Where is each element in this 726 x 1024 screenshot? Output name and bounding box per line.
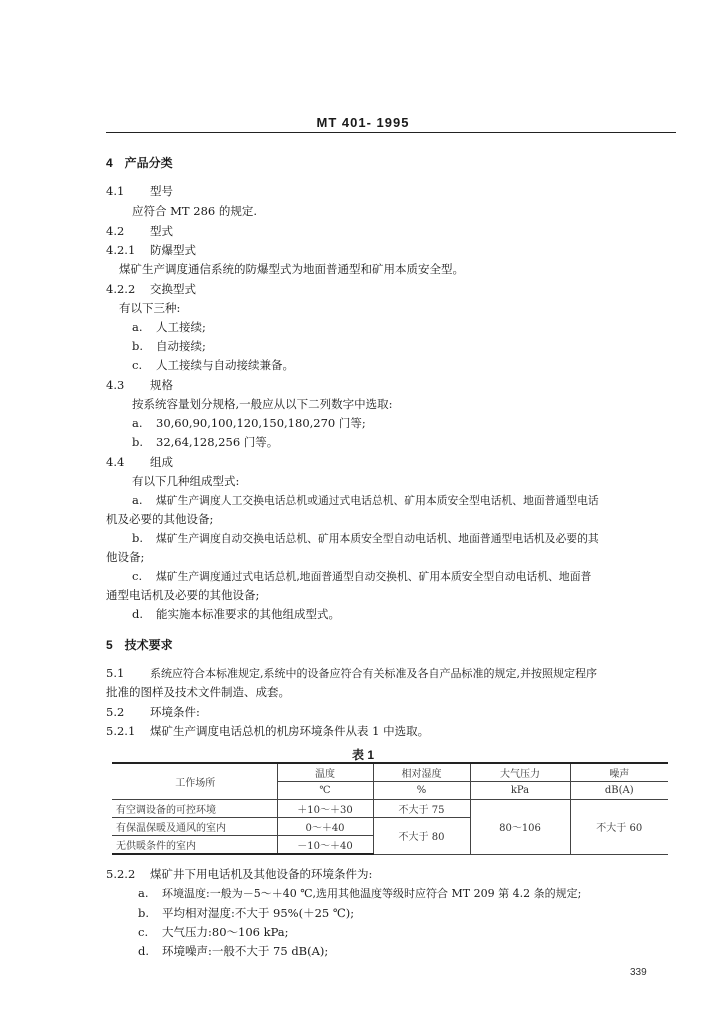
clause-title: 组成 <box>150 455 173 469</box>
list-text: 能实施本标准要求的其他组成型式。 <box>156 607 340 621</box>
standard-number-header: MT 401- 1995 <box>316 115 410 130</box>
clause-number: 4.3 <box>106 378 125 392</box>
list-text: 环境噪声:一般不大于 75 dB(A); <box>162 944 329 958</box>
list-text: 煤矿生产调度自动交换电话总机、矿用本质安全型自动电话机、地面普通型电话机及必要的其 <box>156 532 599 545</box>
clause-title: 型号 <box>150 184 173 198</box>
cell-temp: －10～＋40 <box>277 836 373 855</box>
clause-4-2-2 <box>106 282 196 296</box>
cell-noise-merged: 不大于 60 <box>570 800 668 855</box>
header-rule <box>106 132 676 133</box>
clause-number: 4.2 <box>106 224 125 238</box>
clause-number: 4.2.1 <box>106 243 136 257</box>
clause-title: 防爆型式 <box>150 243 196 257</box>
list-item <box>132 416 366 430</box>
list-label: d. <box>138 944 150 958</box>
cell-humidity-merged: 不大于 80 <box>373 818 470 855</box>
clause-4-1-body: 应符合 MT 286 的规定. <box>132 204 258 218</box>
clause-4-2 <box>106 224 173 238</box>
clause-title: 型式 <box>150 224 173 238</box>
header-humidity: 相对湿度 <box>373 763 470 782</box>
clause-5-2-1 <box>106 724 429 738</box>
cell-humidity: 不大于 75 <box>373 800 470 818</box>
list-item <box>138 925 289 939</box>
list-item <box>132 358 294 372</box>
section-5-title: 5 技术要求 <box>106 638 173 652</box>
table-header-row <box>112 763 668 782</box>
list-item <box>132 569 591 584</box>
clause-4-4 <box>106 455 173 469</box>
list-label: d. <box>132 607 144 621</box>
clause-4-3 <box>106 378 173 392</box>
list-label: a. <box>132 416 143 430</box>
list-label: b. <box>132 435 144 449</box>
unit-pressure: kPa <box>470 782 570 800</box>
cell-temp: ＋10～＋30 <box>277 800 373 818</box>
cell-pressure-merged: 80～106 <box>470 800 570 855</box>
clause-5-1-continued: 批准的图样及技术文件制造、成套。 <box>106 685 290 699</box>
list-text: 自动接续; <box>156 339 206 353</box>
list-item <box>132 607 340 621</box>
header-temp: 温度 <box>277 763 373 782</box>
list-item <box>132 493 599 508</box>
list-text-continued: 机及必要的其他设备; <box>106 512 214 526</box>
list-text: 人工接续与自动接续兼备。 <box>156 358 294 372</box>
list-text-continued: 他设备; <box>106 550 145 564</box>
clause-number: 5.2.1 <box>106 724 136 738</box>
table-row <box>112 800 668 818</box>
environment-table <box>112 762 668 855</box>
list-text: 大气压力:80～106 kPa; <box>162 925 289 939</box>
list-text: 30,60,90,100,120,150,180,270 门等; <box>156 416 366 430</box>
header-noise: 噪声 <box>570 763 668 782</box>
clause-4-4-intro: 有以下几种组成型式: <box>132 474 240 488</box>
clause-title: 规格 <box>150 378 173 392</box>
list-label: c. <box>132 358 143 372</box>
list-label: c. <box>132 569 143 583</box>
clause-4-1 <box>106 184 173 198</box>
list-label: a. <box>132 320 143 334</box>
list-text: 环境温度:一般为－5～＋40 ℃,选用其他温度等级时应符合 MT 209 第 4.2 条的规定; <box>162 887 582 900</box>
cell-place: 有保温保暖及通风的室内 <box>112 818 277 836</box>
list-label: b. <box>132 531 144 545</box>
list-text-continued: 通型电话机及必要的其他设备; <box>106 588 260 602</box>
list-text: 平均相对湿度:不大于 95%(＋25 ℃); <box>162 906 355 920</box>
list-item <box>132 339 206 353</box>
cell-place: 无供暖条件的室内 <box>112 836 277 855</box>
clause-number: 5.1 <box>106 666 125 680</box>
list-item <box>132 320 206 334</box>
header-place: 工作场所 <box>112 763 277 800</box>
unit-temp: ℃ <box>277 782 373 800</box>
clause-5-1 <box>106 666 597 681</box>
list-item <box>138 906 354 920</box>
clause-text: 煤矿生产调度电话总机的机房环境条件从表 1 中选取。 <box>150 724 430 738</box>
list-item <box>138 886 581 901</box>
clause-4-3-intro: 按系统容量划分规格,一般应从以下二列数字中选取: <box>132 397 393 411</box>
clause-number: 4.1 <box>106 184 125 198</box>
cell-place: 有空调设备的可控环境 <box>112 800 277 818</box>
table-caption: 表 1 <box>351 748 374 762</box>
list-text: 煤矿生产调度人工交换电话总机或通过式电话总机、矿用本质安全型电话机、地面普通型电话 <box>156 494 599 507</box>
list-text: 煤矿生产调度通过式电话总机,地面普通型自动交换机、矿用本质安全型自动电话机、地面普 <box>156 570 592 583</box>
clause-4-2-1-body: 煤矿生产调度通信系统的防爆型式为地面普通型和矿用本质安全型。 <box>119 262 464 276</box>
list-item <box>138 944 328 958</box>
clause-5-2 <box>106 705 200 719</box>
unit-humidity: % <box>373 782 470 800</box>
cell-temp: 0～＋40 <box>277 818 373 836</box>
clause-title: 交换型式 <box>150 282 196 296</box>
clause-number: 4.4 <box>106 455 125 469</box>
list-label: b. <box>138 906 150 920</box>
list-label: a. <box>138 886 149 900</box>
clause-text: 系统应符合本标准规定,系统中的设备应符合有关标准及各自产品标准的规定,并按照规定程序 <box>150 667 597 680</box>
page-number: 339 <box>630 967 647 978</box>
unit-noise: dB(A) <box>570 782 668 800</box>
clause-number: 4.2.2 <box>106 282 136 296</box>
clause-4-2-2-intro: 有以下三种: <box>119 301 181 315</box>
clause-title: 环境条件: <box>150 705 200 719</box>
list-item <box>132 435 278 449</box>
header-pressure: 大气压力 <box>470 763 570 782</box>
list-item <box>132 531 599 546</box>
list-text: 32,64,128,256 门等。 <box>156 435 279 449</box>
list-text: 人工接续; <box>156 320 206 334</box>
clause-text: 煤矿井下用电话机及其他设备的环境条件为: <box>150 867 373 881</box>
list-label: c. <box>138 925 149 939</box>
clause-number: 5.2 <box>106 705 125 719</box>
clause-5-2-2 <box>106 867 372 881</box>
list-label: a. <box>132 493 143 507</box>
clause-4-2-1 <box>106 243 196 257</box>
section-4-title: 4 产品分类 <box>106 156 173 170</box>
clause-number: 5.2.2 <box>106 867 136 881</box>
list-label: b. <box>132 339 144 353</box>
